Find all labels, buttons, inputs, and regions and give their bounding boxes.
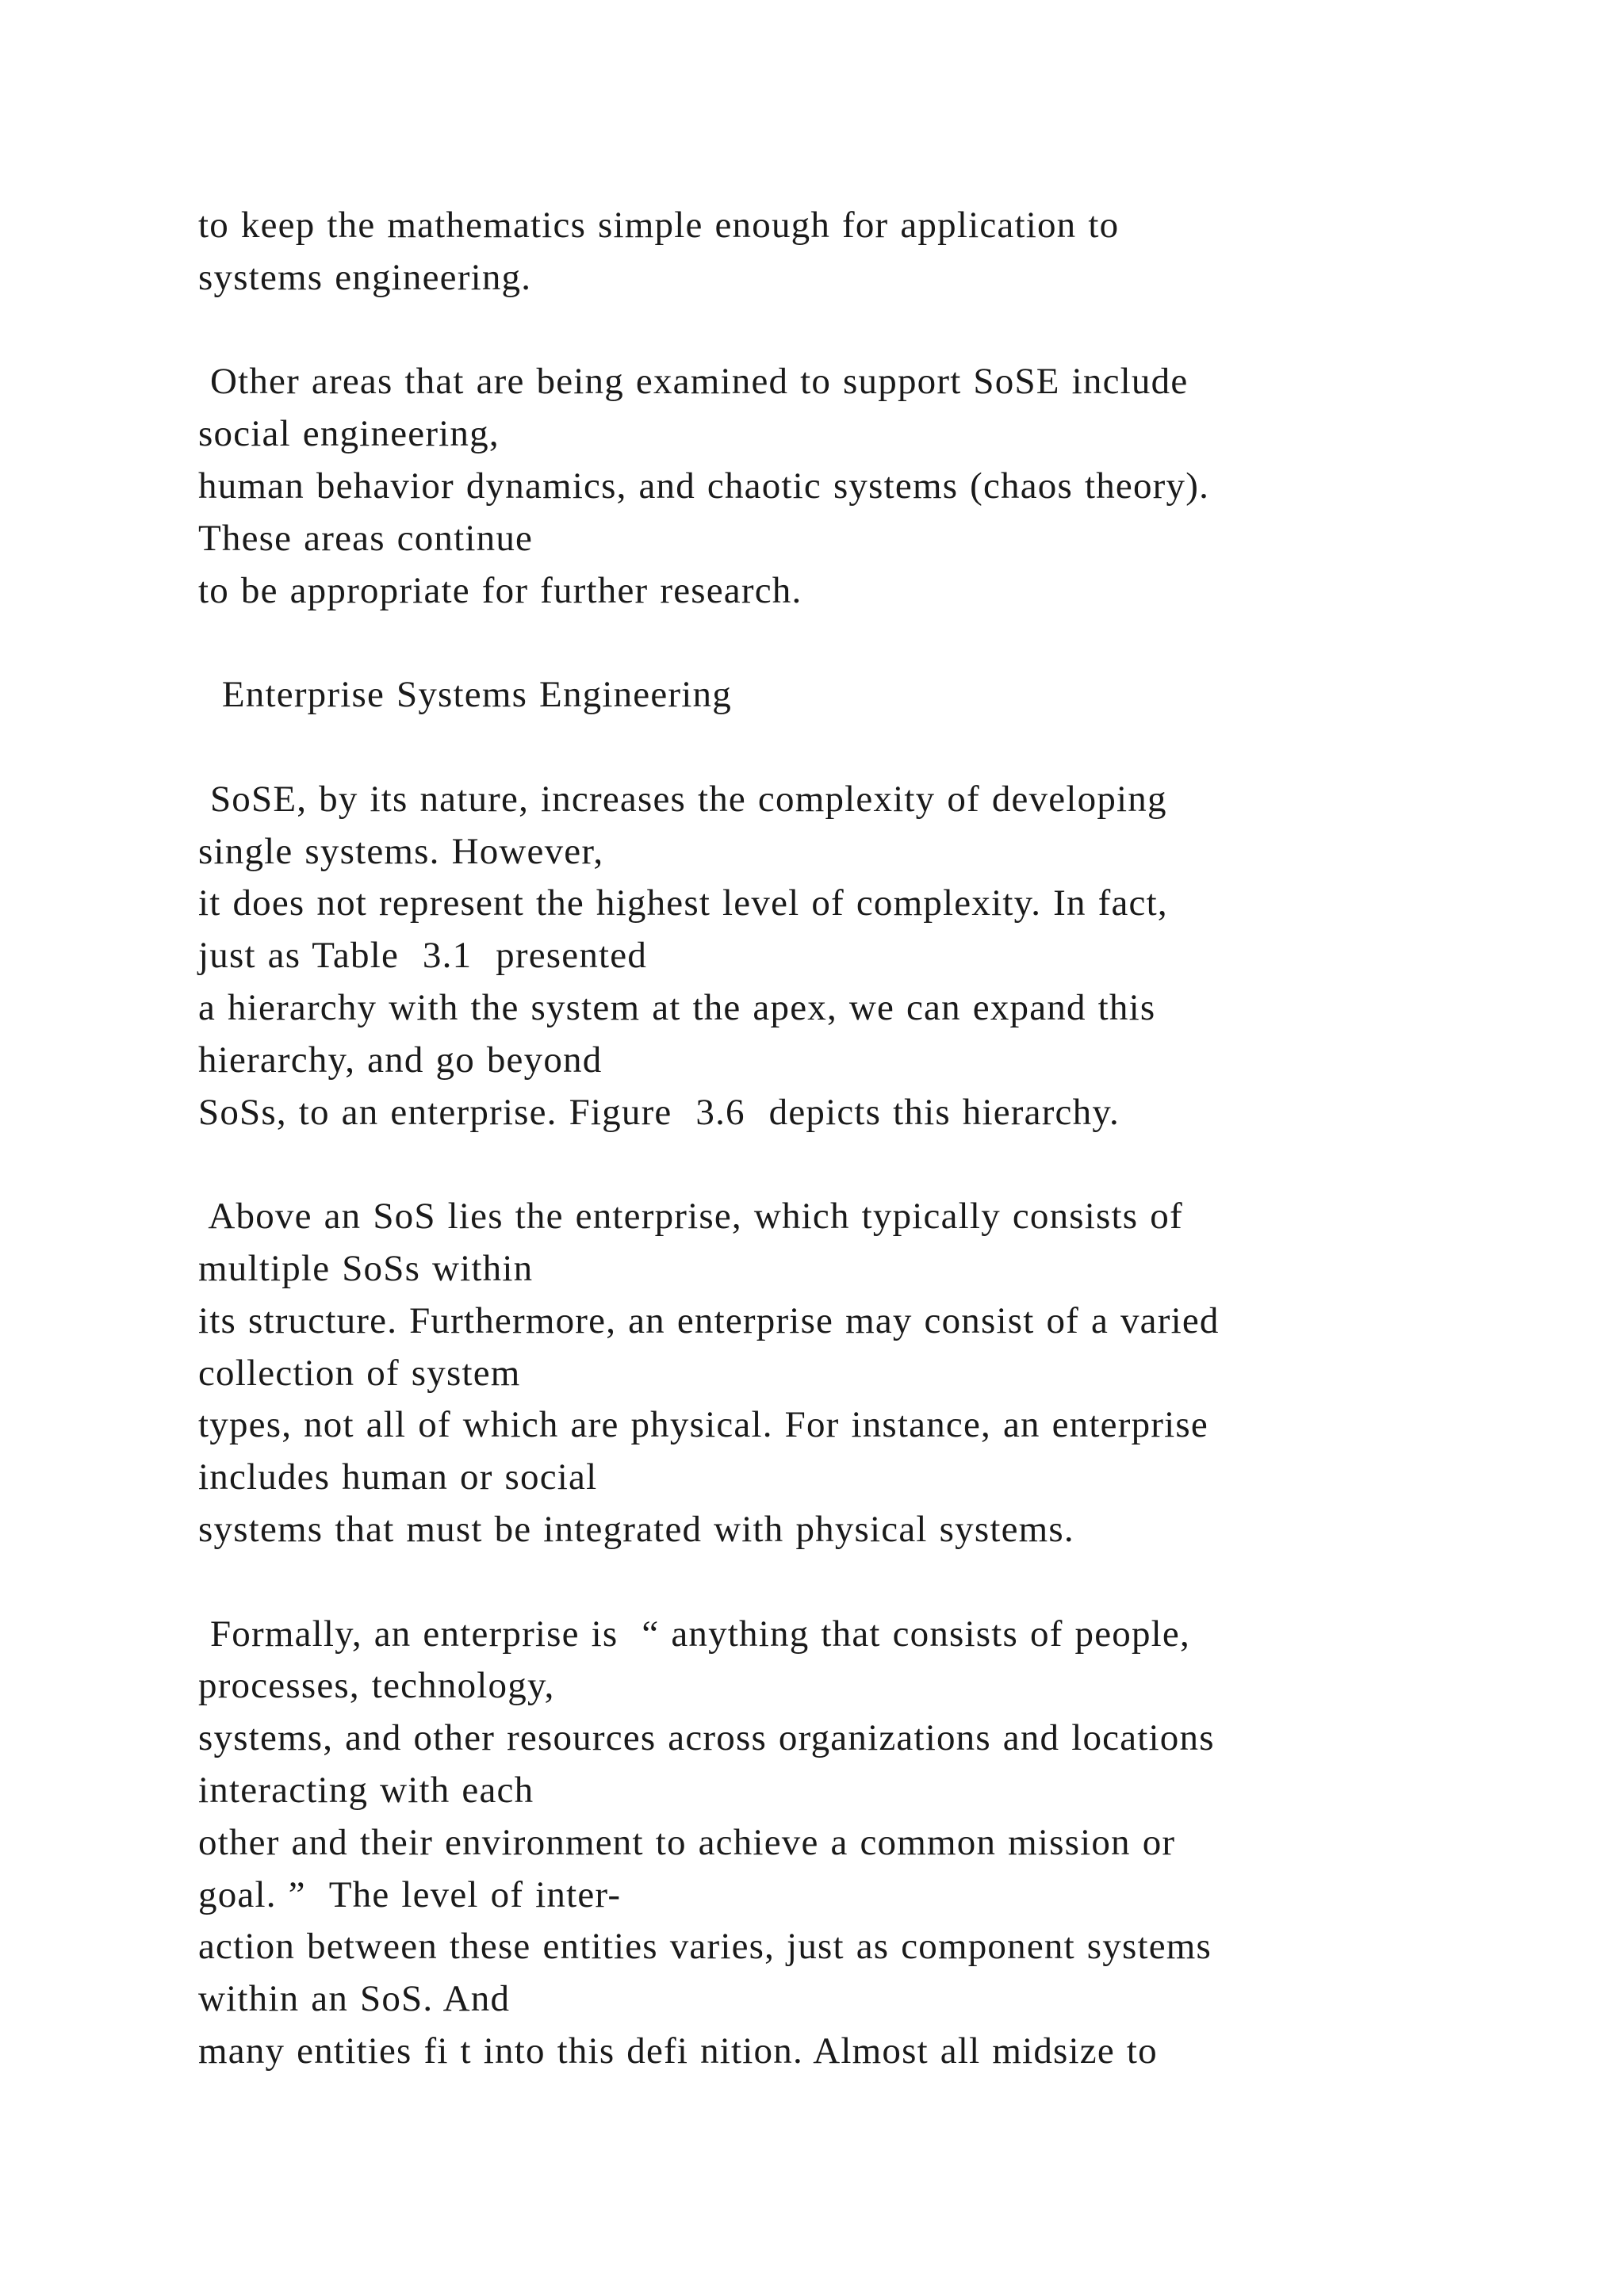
text-line: multiple SoSs within: [198, 1247, 534, 1289]
text-line: SoSs, to an enterprise. Figure 3.6 depicts this hierarchy.: [198, 1091, 1120, 1133]
text-line: within an SoS. And: [198, 1978, 511, 2020]
text-line: action between these entities varies, just as component systems: [198, 1926, 1212, 1968]
paragraph-gap: [198, 1556, 1507, 1609]
text-line: systems engineering.: [198, 256, 532, 298]
text-line: Other areas that are being examined to support SoSE include: [198, 361, 1189, 403]
text-line: other and their environment to achieve a common mission or: [198, 1821, 1176, 1863]
paragraph-other-areas: [198, 356, 1507, 617]
paragraph-math-simple: [198, 200, 1507, 304]
text-line: a hierarchy with the system at the apex, we can expand this: [198, 986, 1156, 1028]
text-line: SoSE, by its nature, increases the complexity of developing: [198, 778, 1167, 820]
text-line: types, not all of which are physical. For instance, an enterprise: [198, 1404, 1208, 1446]
paragraph-above-sos: [198, 1191, 1507, 1556]
text-line: single systems. However,: [198, 830, 604, 872]
text-line: hierarchy, and go beyond: [198, 1039, 603, 1081]
text-line: social engineering,: [198, 413, 500, 455]
paragraph-sose-complexity: [198, 774, 1507, 1139]
text-line: many entities fi t into this defi nition. Almost all midsize to: [198, 2030, 1158, 2072]
body-text: [198, 200, 1507, 2078]
paragraph-gap: [198, 304, 1507, 357]
paragraph-gap: [198, 1138, 1507, 1191]
paragraph-enterprise-definition: [198, 1609, 1507, 2078]
text-line: it does not represent the highest level of complexity. In fact,: [198, 882, 1168, 924]
text-line: systems, and other resources across organizations and locations: [198, 1717, 1215, 1759]
text-line: Formally, an enterprise is “ anything that consists of people,: [198, 1613, 1190, 1655]
paragraph-gap: [198, 721, 1507, 774]
paragraph-gap: [198, 617, 1507, 669]
text-line: includes human or social: [198, 1456, 598, 1498]
text-line: its structure. Furthermore, an enterprise may consist of a varied: [198, 1299, 1220, 1341]
text-line: collection of system: [198, 1352, 521, 1394]
text-line: human behavior dynamics, and chaotic systems (chaos theory).: [198, 465, 1210, 507]
text-line: Above an SoS lies the enterprise, which typically consists of: [198, 1196, 1183, 1238]
text-line: These areas continue: [198, 517, 534, 559]
text-line: to keep the mathematics simple enough for application to: [198, 205, 1120, 246]
text-line: to be appropriate for further research.: [198, 569, 802, 611]
text-line: interacting with each: [198, 1769, 534, 1811]
text-line: goal. ” The level of inter-: [198, 1873, 622, 1915]
heading-line: Enterprise Systems Engineering: [198, 674, 732, 716]
text-line: processes, technology,: [198, 1665, 555, 1707]
section-heading-enterprise-systems-engineering: [198, 669, 1507, 721]
text-line: just as Table 3.1 presented: [198, 935, 648, 977]
text-line: systems that must be integrated with physical systems.: [198, 1508, 1074, 1550]
